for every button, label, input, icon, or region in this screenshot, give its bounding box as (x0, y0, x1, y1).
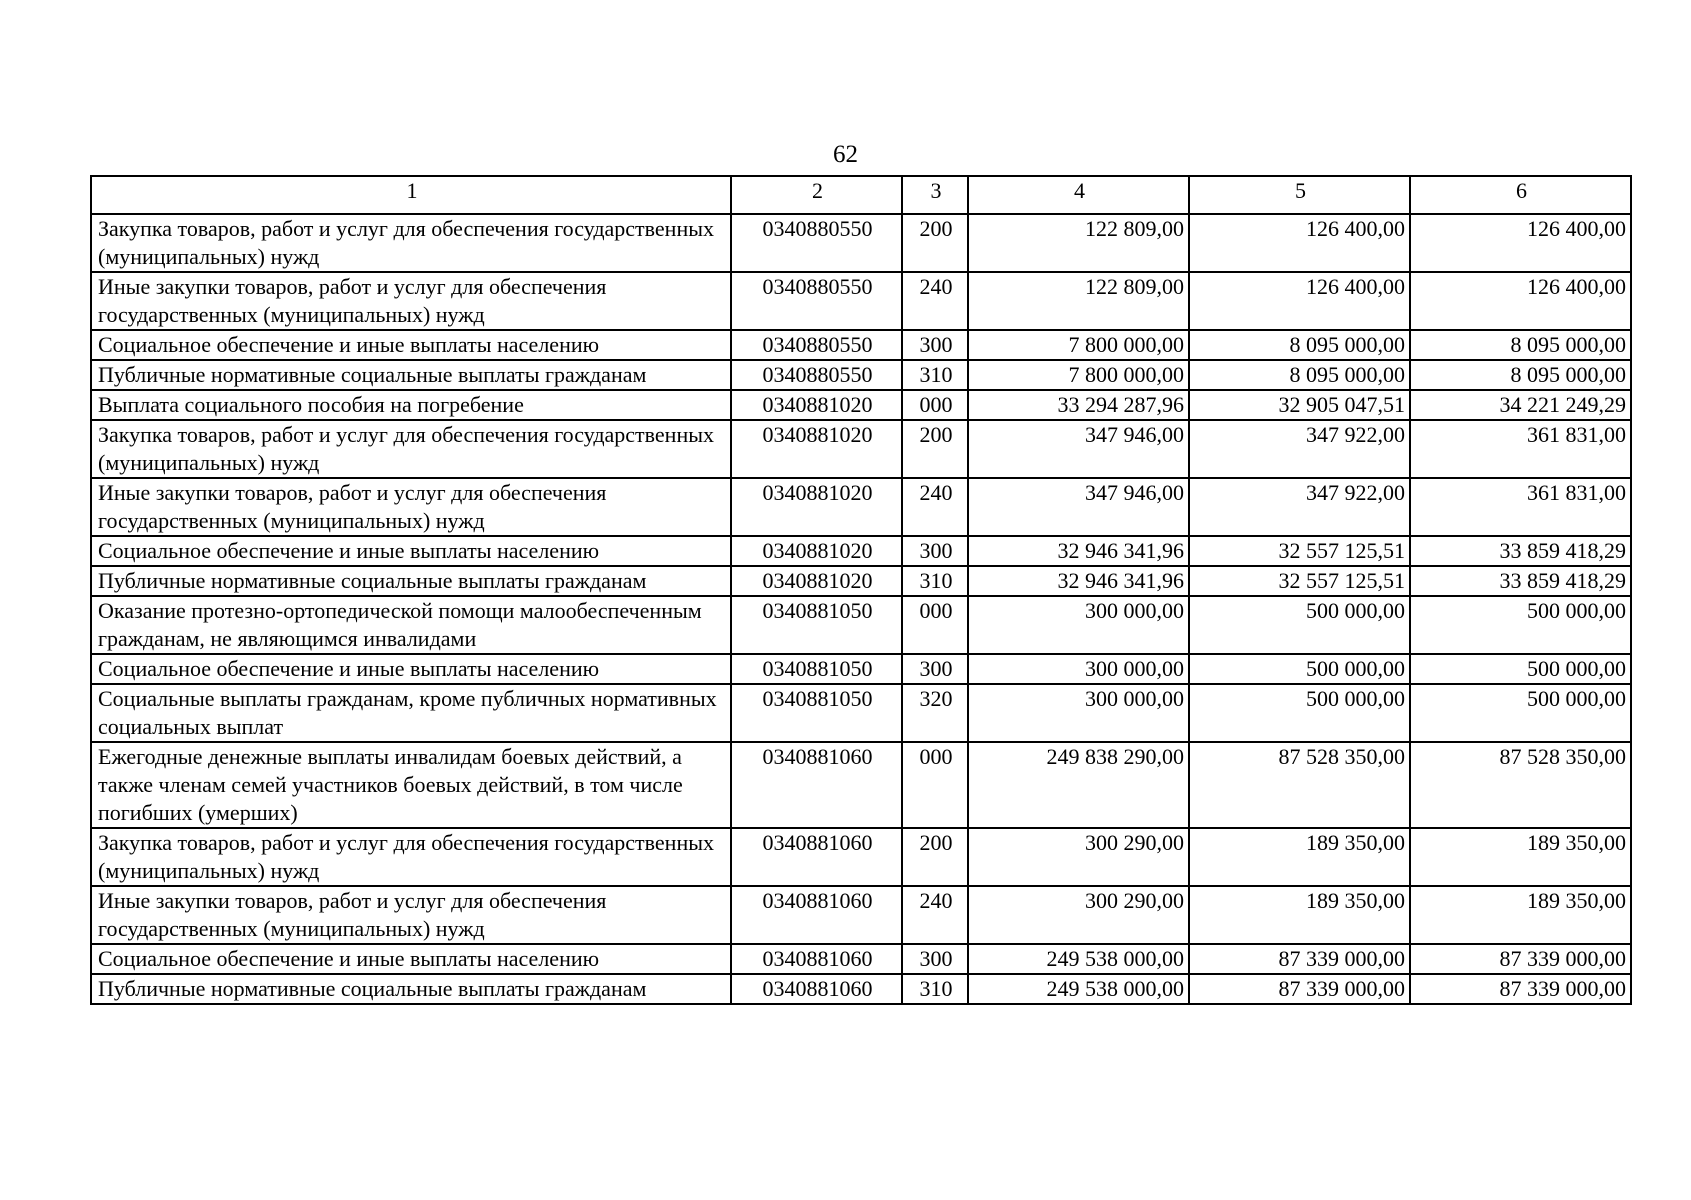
row-name: Иные закупки товаров, работ и услуг для обеспечения государственных (муниципальных) нужд (91, 478, 731, 536)
row-value-col6: 189 350,00 (1410, 828, 1631, 886)
row-code: 0340881020 (731, 478, 902, 536)
row-name: Иные закупки товаров, работ и услуг для обеспечения государственных (муниципальных) нужд (91, 272, 731, 330)
table-row (91, 974, 1631, 1004)
row-name: Социальные выплаты гражданам, кроме публичных нормативных социальных выплат (91, 684, 731, 742)
row-value-col6: 87 528 350,00 (1410, 742, 1631, 828)
row-name: Закупка товаров, работ и услуг для обеспечения государственных (муниципальных) нужд (91, 420, 731, 478)
table-row (91, 944, 1631, 974)
table-row (91, 272, 1631, 330)
row-value-col5: 189 350,00 (1189, 828, 1410, 886)
row-expense-type: 240 (902, 272, 968, 330)
row-expense-type: 000 (902, 390, 968, 420)
row-code: 0340881050 (731, 654, 902, 684)
row-value-col5: 8 095 000,00 (1189, 360, 1410, 390)
row-expense-type: 200 (902, 214, 968, 272)
row-value-col5: 32 557 125,51 (1189, 566, 1410, 596)
row-name: Социальное обеспечение и иные выплаты населению (91, 944, 731, 974)
row-expense-type: 320 (902, 684, 968, 742)
row-value-col6: 8 095 000,00 (1410, 330, 1631, 360)
table-row (91, 420, 1631, 478)
row-code: 0340881050 (731, 684, 902, 742)
table-row (91, 214, 1631, 272)
row-value-col5: 32 905 047,51 (1189, 390, 1410, 420)
column-header: 6 (1410, 176, 1631, 214)
row-name: Публичные нормативные социальные выплаты гражданам (91, 566, 731, 596)
row-value-col6: 361 831,00 (1410, 478, 1631, 536)
row-value-col4: 249 538 000,00 (968, 974, 1189, 1004)
row-value-col4: 347 946,00 (968, 478, 1189, 536)
row-value-col6: 87 339 000,00 (1410, 974, 1631, 1004)
row-value-col4: 300 000,00 (968, 596, 1189, 654)
row-name: Оказание протезно-ортопедической помощи малообеспеченным гражданам, не являющимся инвалидами (91, 596, 731, 654)
table-row (91, 654, 1631, 684)
row-expense-type: 240 (902, 886, 968, 944)
row-value-col5: 87 339 000,00 (1189, 944, 1410, 974)
row-name: Ежегодные денежные выплаты инвалидам боевых действий, а также членам семей участников боевых действий, в том числе погибших (умерших) (91, 742, 731, 828)
row-value-col6: 189 350,00 (1410, 886, 1631, 944)
table-row (91, 478, 1631, 536)
row-code: 0340881020 (731, 536, 902, 566)
row-value-col5: 126 400,00 (1189, 214, 1410, 272)
row-expense-type: 300 (902, 330, 968, 360)
row-code: 0340881020 (731, 390, 902, 420)
row-value-col4: 300 000,00 (968, 654, 1189, 684)
row-name: Выплата социального пособия на погребение (91, 390, 731, 420)
row-expense-type: 200 (902, 420, 968, 478)
row-expense-type: 300 (902, 536, 968, 566)
table-row (91, 596, 1631, 654)
row-expense-type: 000 (902, 742, 968, 828)
row-value-col6: 126 400,00 (1410, 214, 1631, 272)
row-code: 0340881060 (731, 974, 902, 1004)
table-row (91, 390, 1631, 420)
row-value-col5: 500 000,00 (1189, 684, 1410, 742)
row-value-col5: 500 000,00 (1189, 654, 1410, 684)
row-code: 0340881060 (731, 742, 902, 828)
row-code: 0340881060 (731, 886, 902, 944)
row-value-col4: 249 838 290,00 (968, 742, 1189, 828)
row-value-col5: 87 339 000,00 (1189, 974, 1410, 1004)
row-code: 0340881060 (731, 828, 902, 886)
table-row (91, 536, 1631, 566)
row-value-col4: 122 809,00 (968, 214, 1189, 272)
row-value-col5: 32 557 125,51 (1189, 536, 1410, 566)
column-header: 1 (91, 176, 731, 214)
row-code: 0340881060 (731, 944, 902, 974)
row-value-col6: 33 859 418,29 (1410, 566, 1631, 596)
page-number: 62 (833, 141, 858, 168)
column-header: 4 (968, 176, 1189, 214)
row-value-col4: 300 000,00 (968, 684, 1189, 742)
row-expense-type: 200 (902, 828, 968, 886)
row-value-col6: 500 000,00 (1410, 596, 1631, 654)
table-row (91, 886, 1631, 944)
row-code: 0340880550 (731, 360, 902, 390)
table-row (91, 330, 1631, 360)
row-value-col5: 347 922,00 (1189, 420, 1410, 478)
row-value-col4: 33 294 287,96 (968, 390, 1189, 420)
column-header: 5 (1189, 176, 1410, 214)
row-value-col6: 33 859 418,29 (1410, 536, 1631, 566)
row-value-col4: 300 290,00 (968, 828, 1189, 886)
column-header: 2 (731, 176, 902, 214)
row-code: 0340881020 (731, 420, 902, 478)
row-value-col4: 32 946 341,96 (968, 566, 1189, 596)
row-value-col6: 34 221 249,29 (1410, 390, 1631, 420)
row-value-col5: 87 528 350,00 (1189, 742, 1410, 828)
table-row (91, 828, 1631, 886)
row-value-col6: 500 000,00 (1410, 684, 1631, 742)
table-row (91, 566, 1631, 596)
row-name: Социальное обеспечение и иные выплаты населению (91, 654, 731, 684)
row-code: 0340880550 (731, 214, 902, 272)
table-row (91, 684, 1631, 742)
row-value-col4: 249 538 000,00 (968, 944, 1189, 974)
row-value-col4: 7 800 000,00 (968, 360, 1189, 390)
row-code: 0340880550 (731, 330, 902, 360)
row-value-col4: 122 809,00 (968, 272, 1189, 330)
table-header-row (91, 176, 1631, 214)
row-value-col5: 500 000,00 (1189, 596, 1410, 654)
row-name: Закупка товаров, работ и услуг для обеспечения государственных (муниципальных) нужд (91, 828, 731, 886)
row-name: Публичные нормативные социальные выплаты гражданам (91, 360, 731, 390)
row-expense-type: 000 (902, 596, 968, 654)
row-value-col6: 126 400,00 (1410, 272, 1631, 330)
row-value-col4: 300 290,00 (968, 886, 1189, 944)
column-header: 3 (902, 176, 968, 214)
row-name: Социальное обеспечение и иные выплаты населению (91, 330, 731, 360)
row-name: Закупка товаров, работ и услуг для обеспечения государственных (муниципальных) нужд (91, 214, 731, 272)
row-value-col4: 7 800 000,00 (968, 330, 1189, 360)
row-code: 0340881020 (731, 566, 902, 596)
row-name: Иные закупки товаров, работ и услуг для обеспечения государственных (муниципальных) нужд (91, 886, 731, 944)
row-code: 0340880550 (731, 272, 902, 330)
row-code: 0340881050 (731, 596, 902, 654)
row-value-col5: 8 095 000,00 (1189, 330, 1410, 360)
row-value-col4: 347 946,00 (968, 420, 1189, 478)
row-value-col4: 32 946 341,96 (968, 536, 1189, 566)
row-value-col5: 189 350,00 (1189, 886, 1410, 944)
row-name: Публичные нормативные социальные выплаты гражданам (91, 974, 731, 1004)
table-row (91, 360, 1631, 390)
row-value-col5: 126 400,00 (1189, 272, 1410, 330)
row-value-col6: 500 000,00 (1410, 654, 1631, 684)
budget-table (90, 175, 1632, 1005)
table-row (91, 742, 1631, 828)
row-value-col6: 361 831,00 (1410, 420, 1631, 478)
row-expense-type: 310 (902, 360, 968, 390)
row-expense-type: 310 (902, 566, 968, 596)
row-expense-type: 310 (902, 974, 968, 1004)
row-value-col5: 347 922,00 (1189, 478, 1410, 536)
row-value-col6: 87 339 000,00 (1410, 944, 1631, 974)
row-expense-type: 300 (902, 944, 968, 974)
row-value-col6: 8 095 000,00 (1410, 360, 1631, 390)
row-name: Социальное обеспечение и иные выплаты населению (91, 536, 731, 566)
row-expense-type: 300 (902, 654, 968, 684)
row-expense-type: 240 (902, 478, 968, 536)
